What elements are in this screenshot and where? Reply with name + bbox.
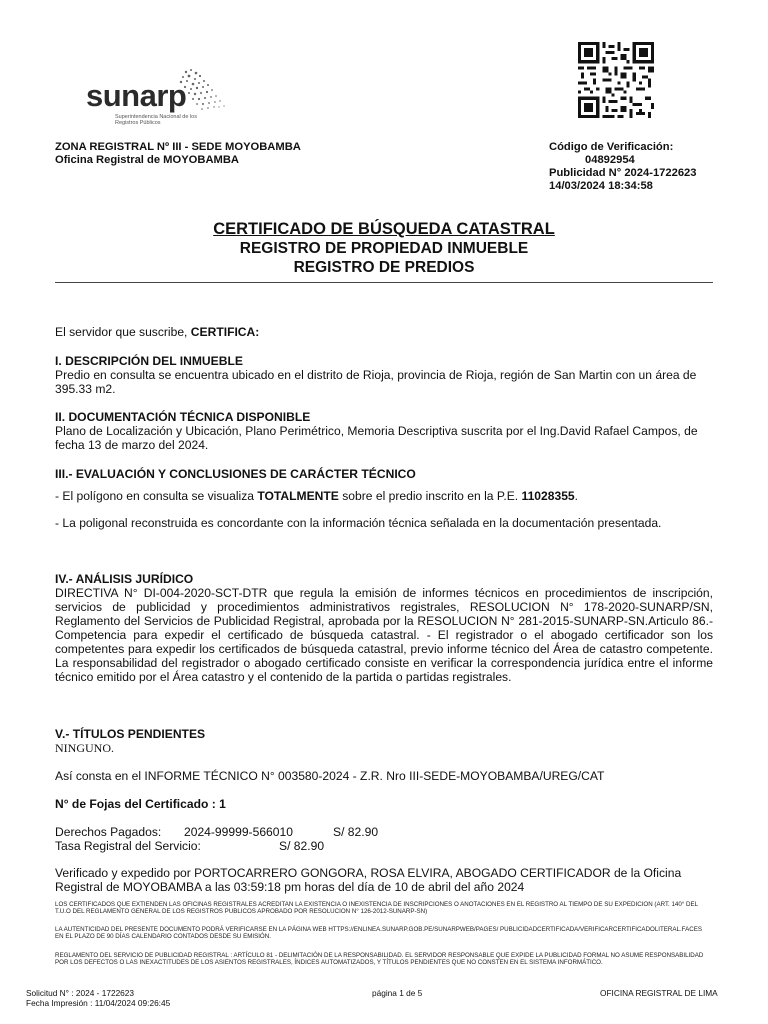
document-titles [0, 220, 768, 277]
section-3-paragraph-2: - La poligonal reconstruida es concordante con la información técnica señalada en la documentación presentada. [55, 516, 662, 530]
logo-wordmark: sunarp [86, 78, 187, 113]
document-title: CERTIFICADO DE BÚSQUEDA CATASTRAL [213, 220, 555, 238]
verification-block [549, 141, 697, 193]
section-description [55, 354, 713, 396]
fees-paid-label: Derechos Pagados: [55, 825, 162, 839]
logo-subtitle: Superintendencia Nacional de los Registros Públicos [115, 114, 197, 126]
document-subtitle-2: REGISTRO DE PREDIOS [293, 259, 475, 276]
title-divider [55, 282, 713, 283]
registry-fee-amount: S/ 82.90 [279, 839, 325, 853]
print-date: Fecha Impresión : 11/04/2024 09:26:45 [26, 998, 171, 1008]
section-5-heading: V.- TÍTULOS PENDIENTES [55, 727, 206, 741]
publicity-number: Publicidad N° 2024-1722623 [549, 167, 697, 179]
footer-office: OFICINA REGISTRAL DE LIMA [600, 988, 718, 998]
s3-text-e: . [574, 489, 579, 503]
intro-certifica: CERTIFICA: [190, 325, 260, 339]
section-pending-titles [55, 727, 713, 755]
s3-text-c: sobre el predio inscrito en la P.E. [338, 489, 522, 503]
issued-by: Verificado y expedido por PORTOCARRERO GONGORA, ROSA ELVIRA, ABOGADO CERTIFICADOR de la Oficina Registral de MOYOBAMBA a las 03:59:18 pm horas del día de 10 de abril del año 2024 [55, 866, 682, 894]
s3-partida-number: 11028355 [521, 489, 575, 503]
s3-totalmente: TOTALMENTE [257, 489, 339, 503]
legal-note-2: LA AUTENTICIDAD DEL PRESENTE DOCUMENTO PODRÁ VERIFICARSE EN LA PÁGINA WEB HTTPS://ENLINEA.SUNARP.GOB.PE/SUNARPWEB/PAGES/ PUBLICIDADCERTIFICADA/VERIFICARCERTIFICADOLITERAL.FACES EN EL PLAZO DE 90 DÍAS CALENDARIO CONTADOS DESDE SU EMISIÓN. [55, 926, 702, 941]
section-4-text: DIRECTIVA N° DI-004-2020-SCT-DTR que regula la emisión de informes técnicos en procedimientos de inscripción, servicios de publicidad y procedimientos administrativos registrales, RESOLUCION N° 178-2020-SUNARP/SN, Reglamento del Servicios de Publicidad Registral, aprobada por la RESOLUCION N° 281-2015-SUNARP-SN.Articulo 86.- Competencia para expedir el certificado de búsqueda catastral. - El registrador o el abogado certificador son los competentes para expedir los certificados de búsqueda catastral, previo informe técnico del Área de catastro competente. La responsabilidad del registrador o abogado certificado consiste en verificar la correspondencia jurídica entre el informe técnico emitido por el Área catastro y el contenido de la partida o partidas registrales. [55, 586, 713, 684]
legal-note-3: REGLAMENTO DEL SERVICIO DE PUBLICIDAD REGISTRAL : ARTÍCULO 81 - DELIMITACIÓN DE LA RESPONSABILIDAD. EL SERVIDOR RESPONSABLE QUE EXPIDE LA PUBLICIDAD FORMAL NO ASUME RESPONSABILIDAD POR LOS DEFECTOS O LAS INEXACTITUDES DE LOS ASIENTOS REGISTRALES, ÍNDICES AUTOMATIZADOS, Y TÍTULOS PENDIENTES QUE NO CONSTEN EN EL SISTEMA INFORMÁTICO. [55, 952, 704, 967]
verification-label: Código de Verificación: [549, 141, 674, 153]
section-documentation [55, 410, 713, 452]
request-number: Solicitud N° : 2024 - 1722623 [26, 988, 135, 998]
sunarp-logo [86, 66, 236, 126]
intro-line [55, 325, 713, 339]
page-number: página 1 de 5 [372, 988, 423, 998]
section-3-paragraph-1 [55, 489, 713, 503]
fees-paid-amount: S/ 82.90 [333, 825, 379, 839]
registry-office-block [55, 141, 301, 167]
registry-fee-label: Tasa Registral del Servicio: [55, 839, 201, 853]
document-subtitle-1: REGISTRO DE PROPIEDAD INMUEBLE [239, 240, 529, 257]
folios-count: N° de Fojas del Certificado : 1 [55, 797, 226, 811]
report-reference: Así consta en el INFORME TÉCNICO N° 003580-2024 - Z.R. Nro III-SEDE-MOYOBAMBA/UREG/CAT [55, 769, 605, 783]
intro-text: El servidor que suscribe, [55, 325, 191, 339]
section-1-text: Predio en consulta se encuentra ubicado en el distrito de Rioja, provincia de Rioja, región de San Martin con un área de 395.33 m2. [55, 368, 697, 396]
office-text: Oficina Registral de MOYOBAMBA [55, 154, 239, 166]
legal-note-1: LOS CERTIFICADOS QUE EXTIENDEN LAS OFICINAS REGISTRALES ACREDITAN LA EXISTENCIA O INEXISTENCIA DE INSCRIPCIONES O ANOTACIONES EN EL REGISTRO AL TIEMPO DE SU EXPEDICION (ART. 140° DEL T.U.O DEL REGLAMENTO GENERAL DE LOS REGISTROS PUBLICOS APROBADO POR RESOLUCION N° 126-2012-SUNARP-SN) [55, 901, 698, 916]
section-4-heading: IV.- ANÁLISIS JURÍDICO [55, 572, 194, 586]
section-2-text: Plano de Localización y Ubicación, Plano Perimétrico, Memoria Descriptiva suscrita por el Ing.David Rafael Campos, de fecha 13 de marzo del 2024. [55, 424, 698, 452]
zone-text: ZONA REGISTRAL Nº III - SEDE MOYOBAMBA [55, 141, 301, 153]
verification-code: 04892954 [585, 154, 635, 166]
qr-code-icon [576, 42, 656, 118]
section-2-heading: II. DOCUMENTACIÓN TÉCNICA DISPONIBLE [55, 410, 311, 424]
section-1-heading: I. DESCRIPCIÓN DEL INMUEBLE [55, 354, 243, 368]
s3-text-a: - El polígono en consulta se visualiza [55, 489, 258, 503]
issue-datetime: 14/03/2024 18:34:58 [549, 180, 653, 192]
fees-paid-code: 2024-99999-566010 [184, 825, 293, 839]
section-evaluation [55, 467, 713, 530]
footer-request-block [26, 988, 170, 1008]
section-3-heading: III.- EVALUACIÓN Y CONCLUSIONES DE CARÁCTER TÉCNICO [55, 467, 416, 481]
section-5-text: NINGUNO. [55, 741, 114, 755]
section-legal-analysis [55, 572, 713, 684]
